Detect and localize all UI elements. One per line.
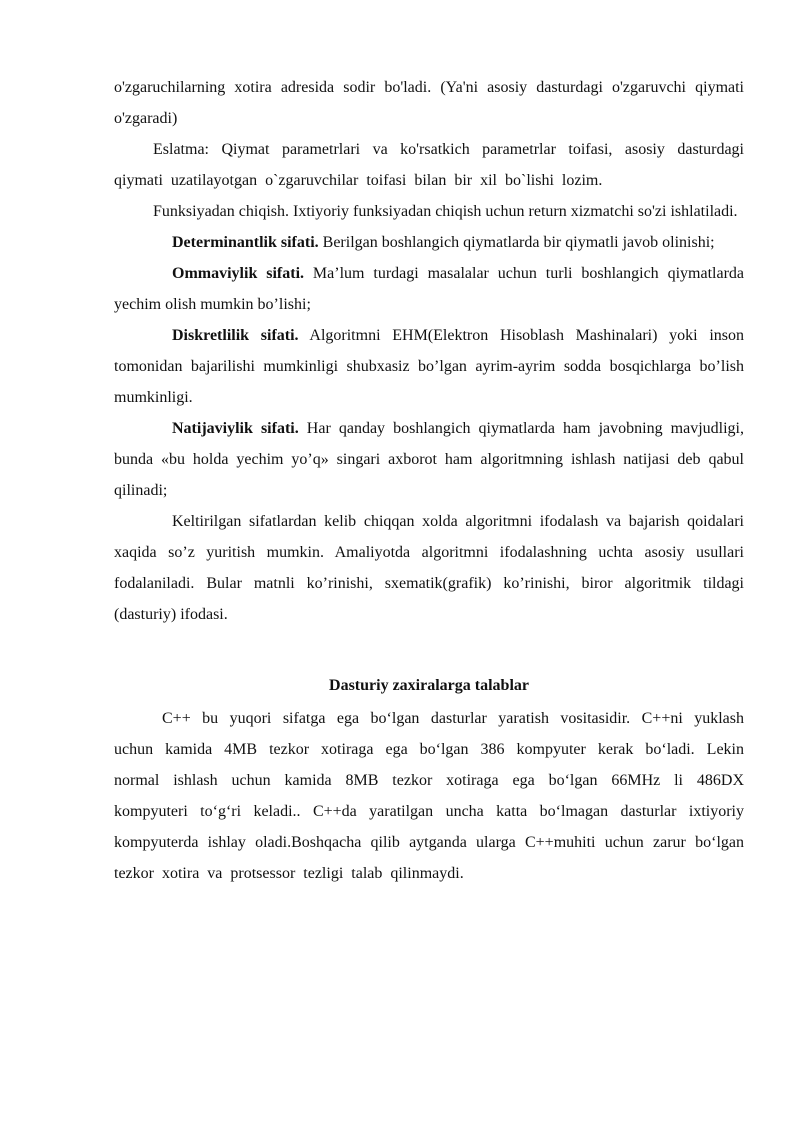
- paragraph-determinism: [114, 227, 744, 258]
- definition-discreteness: Algoritmni EHM(Elektron Hisoblash Mashinalari) yoki inson tomonidan bajarilishi mumkinligi shubxasiz bo’lgan ayrim-ayrim sodda bosqichlarga bo’lish mumkinligi.: [114, 327, 744, 406]
- term-determinism: Determinantlik sifati.: [172, 234, 319, 251]
- definition-resultativeness: Har qanday boshlangich qiymatlarda ham javobning mavjudligi, bunda «bu holda yechim yo’q» singari axborot ham algoritmning ishlash natijasi deb qabul qilinadi;: [114, 420, 744, 499]
- term-massiveness: Ommaviylik sifati.: [172, 265, 305, 282]
- paragraph-note: Eslatma: Qiymat parametrlari va ko'rsatkich parametrlar toifasi, asosiy dasturdagi qiymati uzatilayotgan o`zgaruvchilar toifasi bilan bir xil bo`lishi lozim.: [114, 141, 744, 189]
- paragraph-function-exit: Funksiyadan chiqish. Ixtiyoriy funksiyadan chiqish uchun return xizmatchi so'zi ishlatiladi.: [153, 203, 738, 220]
- paragraph-massiveness: [114, 258, 744, 320]
- paragraph-algorithm-representation: Keltirilgan sifatlardan kelib chiqqan xolda algoritmni ifodalash va bajarish qoidalari xaqida so’z yuritish mumkin. Amaliyotda algoritmni ifodalashning uchta asosiy usullari fodalaniladi. Bular matnli ko’rinishi, sxematik(grafik) ko’rinishi, biror algoritmik tildagi (dasturiy) ifodasi.: [114, 513, 744, 623]
- section-heading: Dasturiy zaxiralarga talablar: [329, 677, 529, 694]
- paragraph-resultativeness: [114, 413, 744, 506]
- definition-massiveness: Ma’lum turdagi masalalar uchun turli boshlangich qiymatlarda yechim olish mumkin bo’lishi;: [114, 265, 744, 313]
- term-resultativeness: Natijaviylik sifati.: [172, 420, 299, 437]
- paragraph-continuation: o'zgaruchilarning xotira adresida sodir bo'ladi. (Ya'ni asosiy dasturdagi o'zgaruvchi qiymati o'zgaradi): [114, 79, 744, 127]
- page-body: [114, 72, 744, 889]
- term-discreteness: Diskretlilik sifati.: [172, 327, 299, 344]
- paragraph-discreteness: [114, 320, 744, 413]
- paragraph-software-requirements: C++ bu yuqori sifatga ega bo‘lgan dasturlar yaratish vositasidir. C++ni yuklash uchun kamida 4MB tezkor xotiraga ega bo‘lgan 386 kompyuter kerak bo‘ladi. Lekin normal ishlash uchun kamida 8MB tezkor xotiraga ega bo‘lgan 66MHz li 486DX kompyuteri to‘g‘ri keladi.. C++da yaratilgan uncha katta bo‘lmagan dasturlar ixtiyoriy kompyuterda ishlay oladi.Boshqacha qilib aytganda ularga C++muhiti uchun zarur bo‘lgan tezkor xotira va protsessor tezligi talab qilinmaydi.: [114, 710, 744, 882]
- definition-determinism: Berilgan boshlangich qiymatlarda bir qiymatli javob olinishi;: [318, 234, 715, 251]
